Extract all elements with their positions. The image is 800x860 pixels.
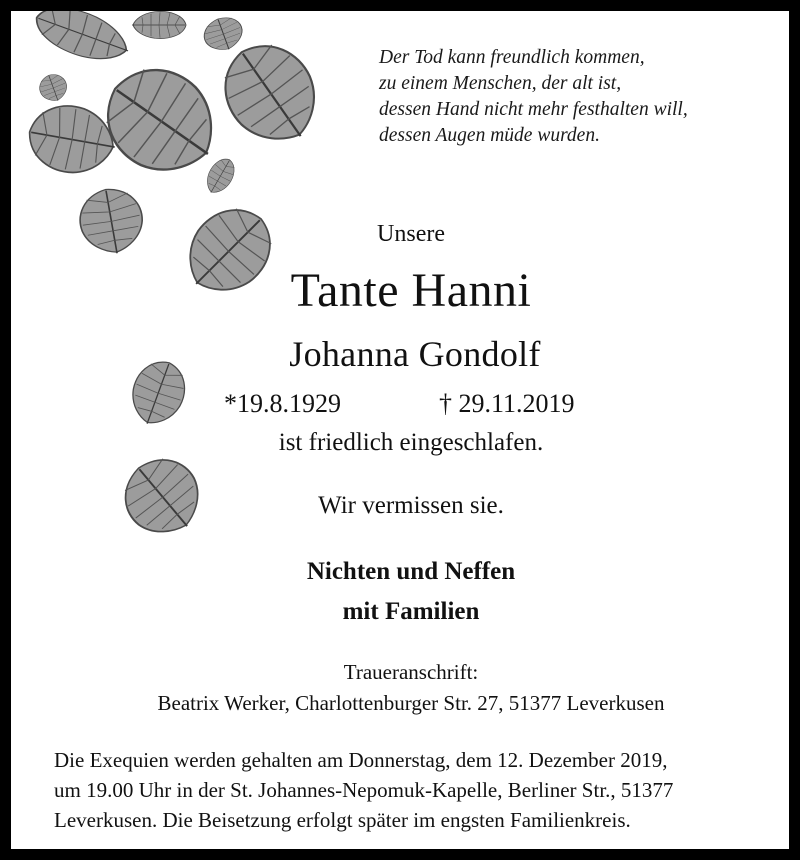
intro-text: Unsere xyxy=(377,221,445,247)
poem-line: Der Tod kann freundlich kommen, xyxy=(379,47,645,68)
funeral-info-line: Leverkusen. Die Beisetzung erfolgt später im engsten Familienkreis. xyxy=(54,808,631,832)
deceased-full-name: Johanna Gondolf xyxy=(289,334,541,374)
funeral-info xyxy=(54,745,784,835)
mourning-address: Beatrix Werker, Charlottenburger Str. 27, 51377 Leverkusen xyxy=(157,691,665,715)
signatories-line-1: Nichten und Neffen xyxy=(306,558,516,585)
birth-date: *19.8.1929 xyxy=(224,389,341,418)
funeral-info-line: Die Exequien werden gehalten am Donnerstag, dem 12. Dezember 2019, xyxy=(54,748,668,772)
poem-line: zu einem Menschen, der alt ist, xyxy=(379,73,622,94)
deceased-nickname: Tante Hanni xyxy=(290,264,532,317)
leaf-icon xyxy=(132,11,186,38)
poem-line: dessen Hand nicht mehr festhalten will, xyxy=(379,99,688,120)
signatories-line-2: mit Familien xyxy=(342,598,480,625)
death-date: † 29.11.2019 xyxy=(439,389,575,418)
poem xyxy=(379,45,779,149)
leaf-icon xyxy=(201,154,240,198)
poem-line: dessen Augen müde wurden. xyxy=(379,125,600,146)
mourning-address-label: Traueranschrift: xyxy=(343,660,479,684)
leaf-icon xyxy=(36,71,71,106)
leaf-icon xyxy=(24,100,121,180)
statement-text: ist friedlich eingeschlafen. xyxy=(278,429,544,456)
leaf-icon xyxy=(29,11,135,71)
missed-text: Wir vermissen sie. xyxy=(318,492,504,519)
leaf-icon xyxy=(200,12,247,56)
funeral-info-line: um 19.00 Uhr in der St. Johannes-Nepomuk-Kapelle, Berliner Str., 51377 xyxy=(54,778,674,802)
